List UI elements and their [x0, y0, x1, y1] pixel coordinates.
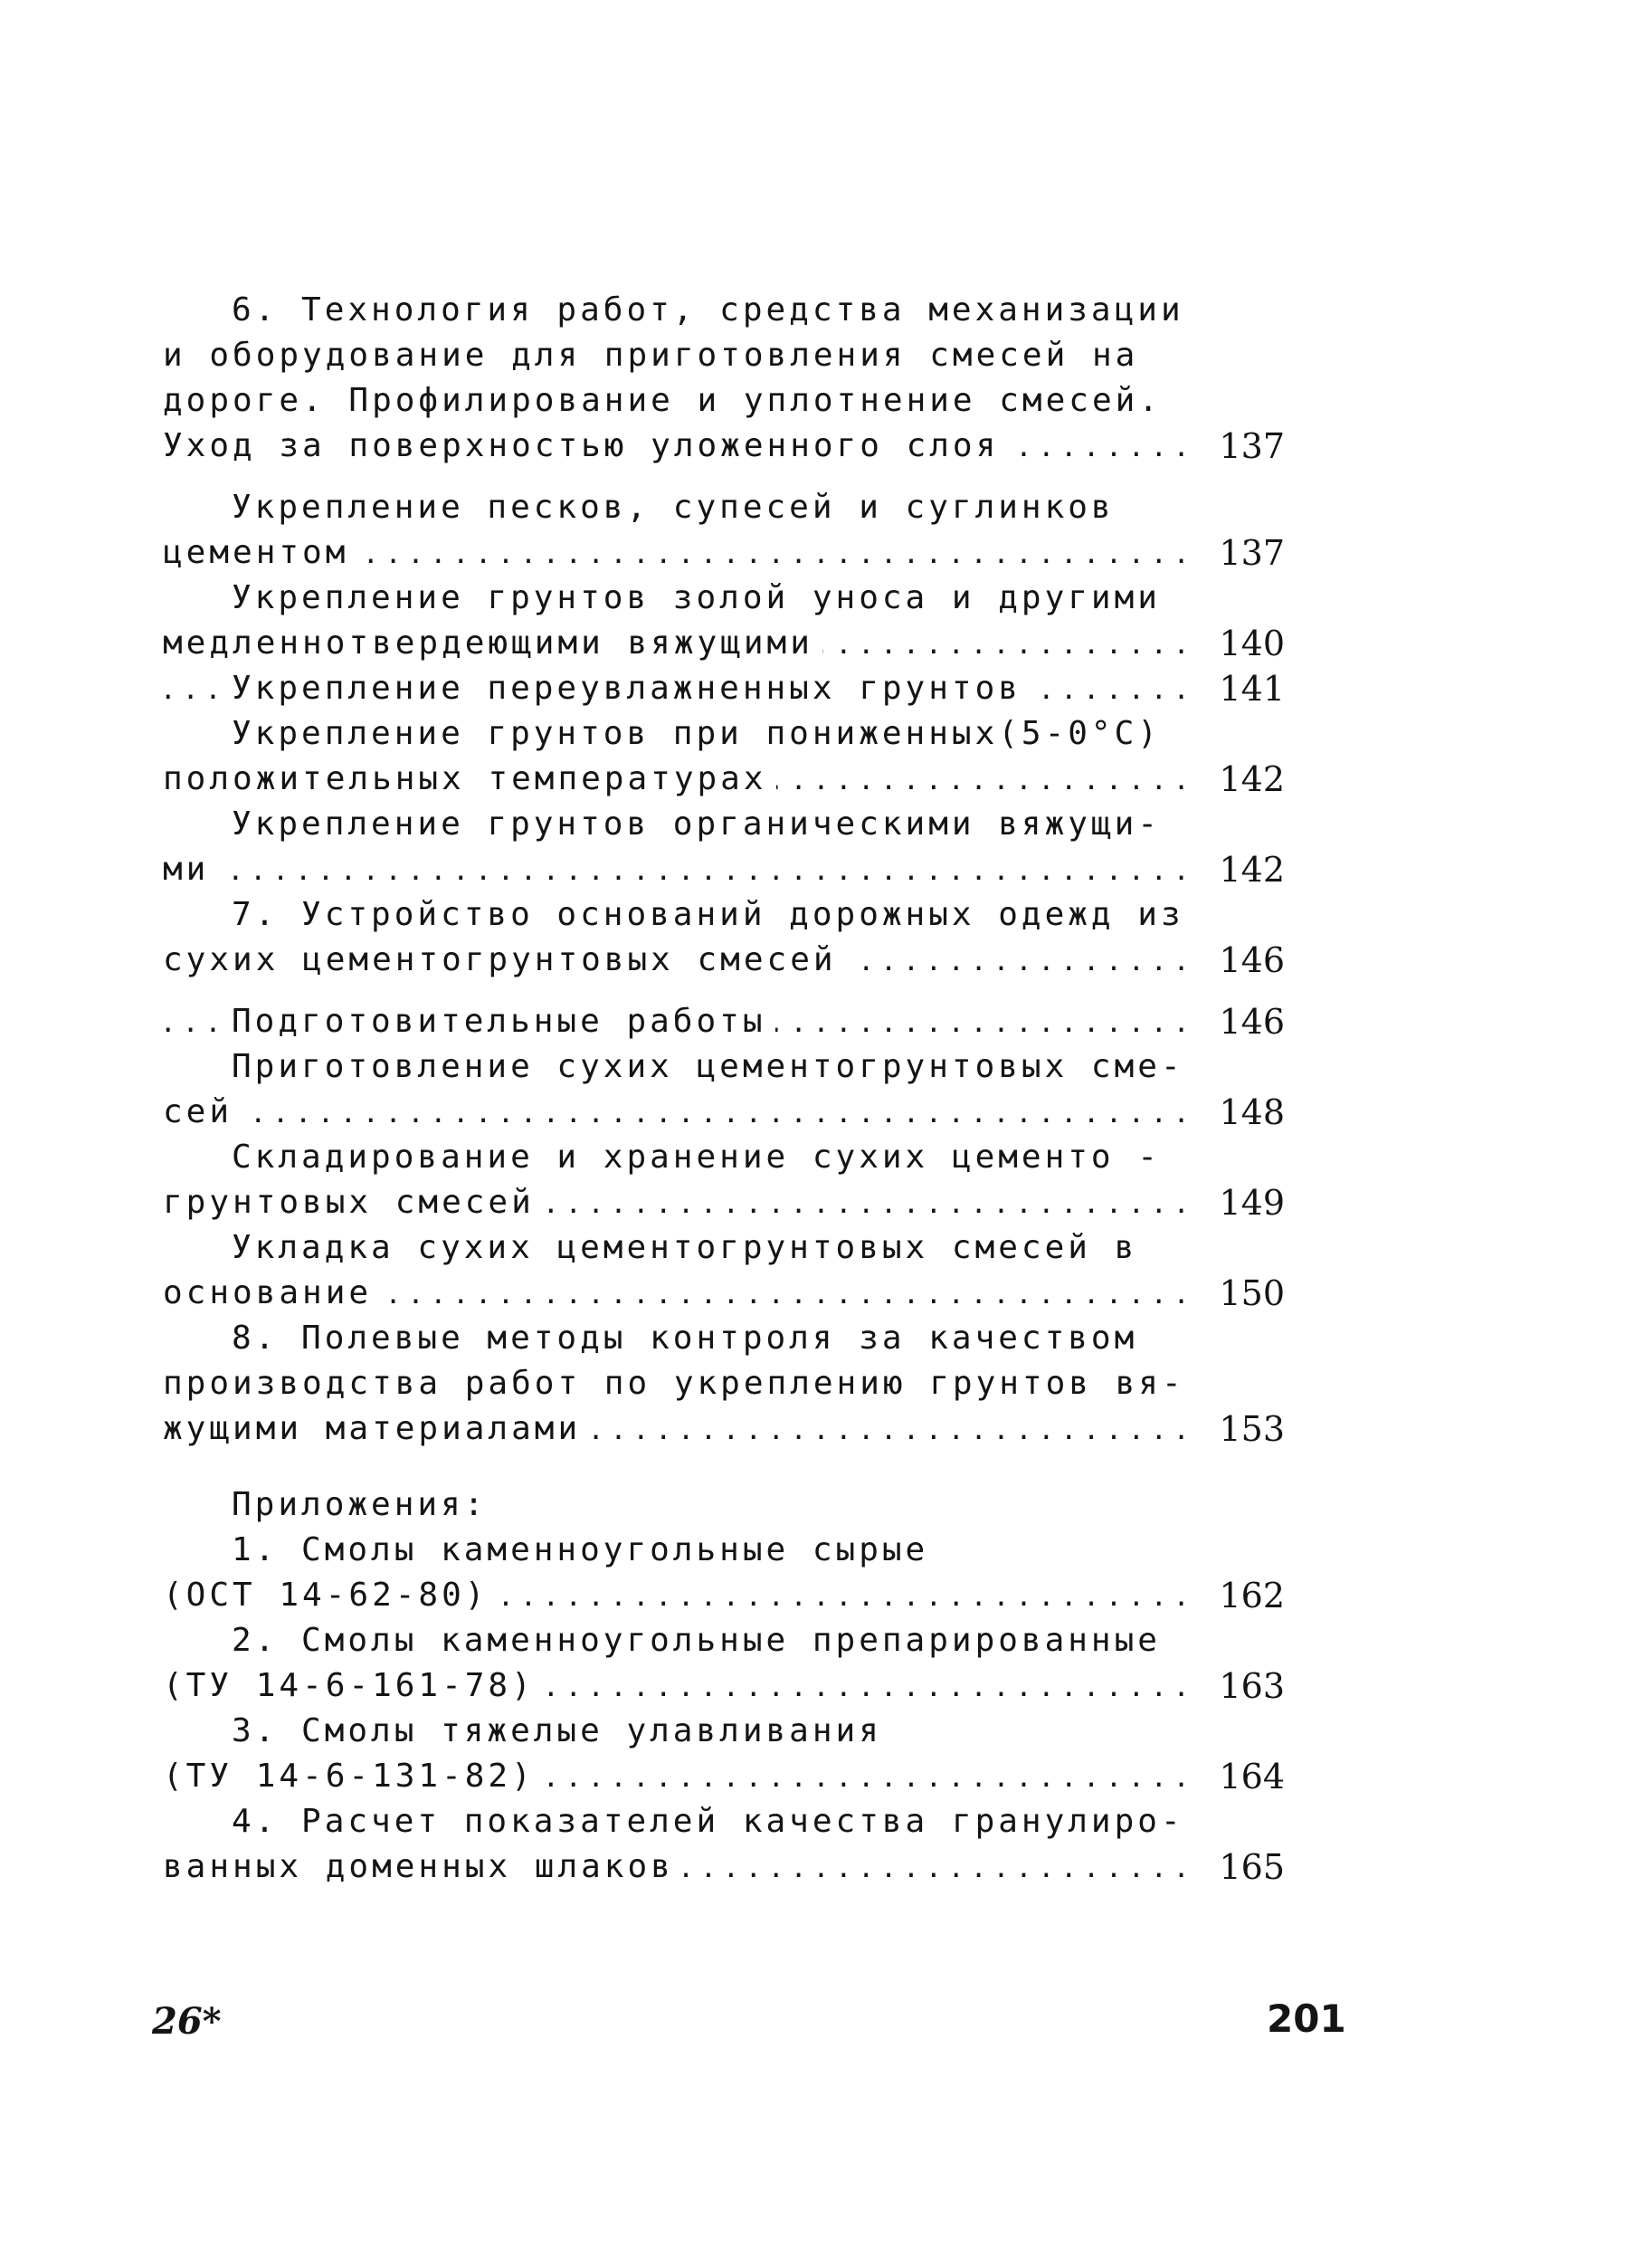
toc-line: [163, 1754, 1285, 1799]
toc-text: 6. Технология работ, средства механизации: [232, 291, 1193, 329]
toc-entry-appendix-4: [163, 1799, 1285, 1890]
toc-text: 8. Полевые методы контроля за качеством: [232, 1320, 1146, 1357]
toc-entry-s7-sub2: [163, 1044, 1285, 1135]
toc-entry-appendix-1: [163, 1528, 1285, 1618]
toc-line: [163, 378, 1285, 424]
toc-line: [163, 1225, 1285, 1271]
toc-line: [163, 1663, 1285, 1709]
toc-line: [163, 1180, 1285, 1225]
toc-line: [163, 530, 1285, 576]
toc-text: Приложения:: [232, 1486, 496, 1523]
toc-page-number: 165: [1219, 1847, 1285, 1887]
toc-line: [163, 1135, 1285, 1180]
toc-line: [163, 1044, 1285, 1090]
toc-text: и оборудование для приготовления смесей на: [163, 337, 1147, 374]
toc-text: положительных температурах: [163, 760, 776, 797]
toc-page-number: 164: [1219, 1757, 1285, 1796]
toc-text: Укрепление песков, супесей и суглинков: [232, 489, 1124, 526]
toc-appendices-heading: [163, 1482, 1285, 1528]
toc-text: основание: [163, 1274, 381, 1311]
toc-line: [163, 1799, 1285, 1844]
toc-entry-appendix-3: [163, 1709, 1285, 1799]
toc-page-number: 141: [1219, 669, 1285, 709]
toc-entry-s6-sub1: [163, 485, 1285, 576]
toc-text: Подготовительные работы: [232, 1003, 775, 1040]
toc-line: [163, 1271, 1285, 1316]
toc-line: [163, 892, 1285, 938]
toc-text: Складирование и хранение сухих цементо -: [232, 1139, 1170, 1176]
toc-page-number: 163: [1219, 1666, 1285, 1706]
toc-entry-s6-sub4: [163, 711, 1285, 802]
toc-page-number: 142: [1219, 759, 1285, 799]
toc-page-number: 137: [1219, 426, 1285, 466]
toc-line: [163, 711, 1285, 757]
toc-entry-s7-sub1: [163, 999, 1285, 1044]
page-number: 201: [1267, 1996, 1346, 2041]
toc-text: сей: [163, 1093, 242, 1130]
toc-text: 2. Смолы каменноугольные препарированные: [232, 1622, 1170, 1659]
toc-text: Уход за поверхностью уложенного слоя: [163, 427, 1008, 464]
toc-line: [163, 666, 1285, 711]
toc-text: 3. Смолы тяжелые улавливания: [232, 1712, 891, 1749]
toc-entry-s6-sub2: [163, 576, 1285, 666]
toc-page-number: 146: [1219, 1002, 1285, 1042]
toc-line: [163, 1316, 1285, 1361]
toc-text: Укрепление грунтов при пониженных(5-0°С): [232, 715, 1170, 752]
toc-text: жущими материалами: [163, 1410, 590, 1447]
toc-text: цементом: [163, 534, 357, 571]
toc-line: [163, 485, 1285, 530]
toc-entry-s7-sub3: [163, 1135, 1285, 1225]
toc-text: ванных доменных шлаков: [163, 1848, 683, 1885]
toc-line: [163, 288, 1285, 333]
toc-line: [163, 1618, 1285, 1663]
toc-text: Укрепление грунтов золой уноса и другими: [232, 579, 1170, 616]
toc-text: Укладка сухих цементогрунтовых смесей в: [232, 1229, 1146, 1266]
toc-line: [163, 621, 1285, 666]
toc-page-number: 146: [1219, 940, 1285, 980]
toc-text: 4. Расчет показателей качества гранулиро-: [232, 1803, 1193, 1840]
toc-entry-section-6: [163, 288, 1285, 469]
toc-line: [163, 1090, 1285, 1135]
toc-text: дороге. Профилирование и уплотнение смесей.: [163, 382, 1171, 419]
toc-page-number: 153: [1219, 1409, 1285, 1449]
toc-entry-appendix-2: [163, 1618, 1285, 1709]
toc-line: [163, 1709, 1285, 1754]
toc-entry-s7-sub4: [163, 1225, 1285, 1316]
toc-entry-s6-sub5: [163, 802, 1285, 892]
toc-entry-section-8: [163, 1316, 1285, 1452]
toc-line: [163, 999, 1285, 1044]
toc-text: Приготовление сухих цементогрунтовых сме-: [232, 1048, 1193, 1085]
toc-text: 1. Смолы каменноугольные сырые: [232, 1531, 937, 1568]
toc-line: [163, 802, 1285, 847]
toc-line: [163, 757, 1285, 802]
toc-page-number: 142: [1219, 850, 1285, 890]
toc-entry-s6-sub3: [163, 666, 1285, 711]
toc-text: (ТУ 14-6-131-82): [163, 1758, 544, 1795]
toc-line: [163, 576, 1285, 621]
table-of-contents: [163, 288, 1285, 1890]
toc-entry-section-7: [163, 892, 1285, 983]
toc-line: [163, 1528, 1285, 1573]
toc-text: Укрепление грунтов органическими вяжущи-: [232, 805, 1170, 843]
toc-line: [163, 1361, 1285, 1406]
toc-text: производства работ по укреплению грунтов вя-: [163, 1365, 1194, 1402]
toc-line: [163, 424, 1285, 469]
toc-line: [163, 938, 1285, 983]
toc-text: сухих цементогрунтовых смесей: [163, 941, 846, 978]
signature-mark: 26*: [152, 2000, 222, 2043]
toc-text: Укрепление переувлажненных грунтов: [232, 670, 1031, 707]
toc-line: [163, 847, 1285, 892]
toc-line: [163, 333, 1285, 378]
toc-page-number: 140: [1219, 624, 1285, 663]
toc-page-number: 149: [1219, 1183, 1285, 1223]
toc-text: ми: [163, 851, 218, 888]
toc-text: медленнотвердеющими вяжущими: [163, 624, 822, 662]
toc-page-number: 137: [1219, 533, 1285, 573]
toc-page-number: 148: [1219, 1092, 1285, 1132]
toc-text: (ОСТ 14-62-80): [163, 1577, 497, 1614]
toc-page-number: 162: [1219, 1576, 1285, 1615]
toc-line: [163, 1406, 1285, 1452]
toc-line: [163, 1482, 1285, 1528]
toc-text: грунтовых смесей: [163, 1184, 544, 1221]
toc-text: 7. Устройство оснований дорожных одежд из: [232, 896, 1193, 933]
toc-page-number: 150: [1219, 1273, 1285, 1313]
toc-line: [163, 1844, 1285, 1890]
toc-line: [163, 1573, 1285, 1618]
toc-text: (ТУ 14-6-161-78): [163, 1667, 544, 1704]
